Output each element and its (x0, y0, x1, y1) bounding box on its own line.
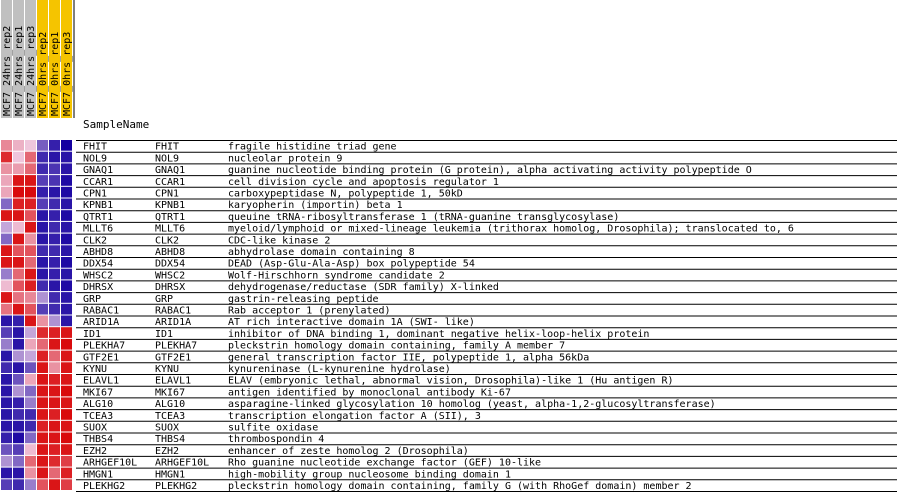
heatmap-cell (13, 456, 24, 467)
heatmap-cell (1, 245, 12, 256)
gene-rows (76, 141, 897, 493)
heatmap-cell (61, 210, 72, 221)
heatmap-cell (1, 222, 12, 233)
row-gene-name: RABAC1 (83, 305, 120, 317)
row-gene-description: general transcription factor IIE, polypeptide 1, alpha 56kDa (228, 352, 590, 364)
heatmap-cell (13, 234, 24, 245)
row-gene-name: NOL9 (83, 153, 108, 165)
row-gene-symbol: CPN1 (155, 188, 180, 200)
heatmap-cell (61, 140, 72, 151)
row-gene-symbol: PLEKHG2 (155, 481, 198, 492)
heatmap-cell (13, 327, 24, 338)
heatmap-cell (49, 210, 60, 221)
heatmap-cell (37, 175, 48, 186)
row-gene-name: ALG10 (83, 399, 114, 411)
heatmap-cell (25, 397, 36, 408)
heatmap-cell (13, 433, 24, 444)
heatmap-cell (25, 304, 36, 315)
heatmap-cell (37, 199, 48, 210)
heatmap-cell (25, 444, 36, 455)
row-gene-name: HMGN1 (83, 469, 114, 481)
row-gene-name: ARID1A (83, 317, 120, 329)
heatmap-cell (25, 152, 36, 163)
row-gene-symbol: KYNU (155, 364, 180, 375)
row-gene-description: guanine nucleotide binding protein (G protein), alpha activating activity polypeptide O (228, 165, 752, 177)
row-gene-description: enhancer of zeste homolog 2 (Drosophila) (228, 445, 469, 457)
heatmap-cell (37, 152, 48, 163)
heatmap-cell (13, 140, 24, 151)
row-gene-description: transcription elongation factor A (SII), 3 (228, 410, 481, 422)
heatmap-cell (13, 316, 24, 327)
heatmap-cell (37, 339, 48, 350)
heatmap-cell (1, 362, 12, 373)
heatmap-cell (61, 362, 72, 373)
heatmap-cell (37, 421, 48, 432)
heatmap-cell (61, 339, 72, 350)
sample-header-label: MCF7_24hrs_rep1 (14, 25, 25, 116)
heatmap-cell (49, 175, 60, 186)
row-gene-name: GTF2E1 (83, 352, 120, 364)
heatmap-cell (49, 468, 60, 479)
heatmap-cell (1, 421, 12, 432)
heatmap-cell (49, 163, 60, 174)
sample-header-label: MCF7_24hrs_rep2 (2, 25, 13, 116)
heatmap-cell (1, 386, 12, 397)
row-gene-symbol: ABHD8 (155, 247, 186, 258)
row-gene-symbol: QTRT1 (155, 211, 186, 223)
heatmap-cell (37, 409, 48, 420)
heatmap-cell (37, 163, 48, 174)
heatmap-cell (1, 327, 12, 338)
heatmap-cell (49, 339, 60, 350)
heatmap-cell (61, 327, 72, 338)
row-gene-name: KYNU (83, 364, 108, 375)
row-gene-symbol: DHRSX (155, 282, 186, 294)
heatmap-cell (25, 479, 36, 490)
heatmap-cell (61, 421, 72, 432)
heatmap-cell (13, 187, 24, 198)
row-gene-name: ELAVL1 (83, 375, 120, 387)
row-gene-description: pleckstrin homology domain containing, family A member 7 (228, 340, 566, 352)
heatmap-cell (1, 163, 12, 174)
heatmap-cell (1, 269, 12, 280)
heatmap-cell (13, 280, 24, 291)
heatmap-cell (49, 280, 60, 291)
row-gene-symbol: EZH2 (155, 445, 180, 457)
heatmap-cell (1, 257, 12, 268)
row-gene-symbol: SUOX (155, 422, 180, 434)
row-gene-description: Rab acceptor 1 (prenylated) (228, 305, 391, 317)
heatmap-cell (49, 257, 60, 268)
row-gene-description: fragile histidine triad gene (228, 141, 397, 153)
heatmap-cell (1, 374, 12, 385)
row-gene-symbol: ARHGEF10L (155, 457, 210, 469)
heatmap-cell (13, 421, 24, 432)
sample-header-label: MCF7_0hrs_rep2 (38, 31, 49, 116)
heatmap-cell (1, 339, 12, 350)
row-gene-symbol: PLEKHA7 (155, 340, 198, 352)
row-gene-symbol: MLLT6 (155, 223, 186, 235)
heatmap-cell (1, 234, 12, 245)
row-gene-name: TCEA3 (83, 410, 114, 422)
heatmap-cell (49, 222, 60, 233)
row-gene-name: QTRT1 (83, 211, 114, 223)
heatmap-cell (25, 386, 36, 397)
heatmap-cell (49, 374, 60, 385)
heatmap-cell (37, 374, 48, 385)
row-gene-symbol: CCAR1 (155, 176, 186, 188)
row-gene-description: karyopherin (importin) beta 1 (228, 200, 403, 212)
heatmap-cell (61, 187, 72, 198)
heatmap-cell (37, 280, 48, 291)
heatmap-cell (25, 351, 36, 362)
heatmap-cell (1, 456, 12, 467)
heatmap-cell (61, 316, 72, 327)
heatmap-cell (61, 456, 72, 467)
row-gene-symbol: ALG10 (155, 399, 186, 411)
heatmap-cell (37, 245, 48, 256)
heatmap-cell (61, 386, 72, 397)
heatmap-cell (13, 479, 24, 490)
heatmap-cell (1, 175, 12, 186)
row-gene-symbol: RABAC1 (155, 305, 192, 317)
heatmap-cell (37, 222, 48, 233)
row-gene-name: THBS4 (83, 434, 114, 446)
heatmap-cell (13, 152, 24, 163)
heatmap-cell (1, 316, 12, 327)
heatmap-cell (49, 327, 60, 338)
heatmap-cell (49, 409, 60, 420)
heatmap-cell (37, 479, 48, 490)
heatmap-cell (49, 269, 60, 280)
heatmap-cell (1, 397, 12, 408)
heatmap-cell (49, 245, 60, 256)
row-gene-description: cell division cycle and apoptosis regulator 1 (228, 176, 499, 188)
heatmap-cell (1, 152, 12, 163)
heatmap-cell (61, 374, 72, 385)
heatmap-cell (49, 351, 60, 362)
heatmap-cell (25, 245, 36, 256)
heatmap-cell (61, 479, 72, 490)
heatmap-cell (37, 234, 48, 245)
heatmap-cell (37, 292, 48, 303)
heatmap-cell (61, 245, 72, 256)
heatmap-cell (61, 409, 72, 420)
heatmap-cell (25, 199, 36, 210)
row-gene-description: queuine tRNA-ribosyltransferase 1 (tRNA-guanine transglycosylase) (228, 211, 620, 223)
row-gene-symbol: GTF2E1 (155, 352, 192, 364)
heatmap-cell (1, 187, 12, 198)
sample-header-label: MCF7_0hrs_rep1 (50, 31, 61, 116)
heatmap-cells (1, 140, 72, 490)
heatmap-cell (1, 444, 12, 455)
row-gene-description: inhibitor of DNA binding 1, dominant negative helix-loop-helix protein (228, 328, 650, 340)
heatmap-cell (61, 468, 72, 479)
heatmap-cell (37, 444, 48, 455)
heatmap-cell (61, 444, 72, 455)
row-gene-name: EZH2 (83, 445, 108, 457)
row-gene-symbol: ARID1A (155, 317, 192, 329)
row-gene-name: DHRSX (83, 282, 114, 294)
sample-column-headers (1, 0, 74, 118)
heatmap-cell (61, 397, 72, 408)
heatmap-cell (37, 351, 48, 362)
heatmap-cell (25, 362, 36, 373)
heatmap-cell (37, 397, 48, 408)
row-gene-symbol: NOL9 (155, 153, 180, 165)
heatmap-cell (61, 257, 72, 268)
heatmap-cell (25, 456, 36, 467)
heatmap-cell (25, 316, 36, 327)
heatmap-cell (13, 257, 24, 268)
heatmap-cell (37, 210, 48, 221)
row-gene-name: CPN1 (83, 188, 108, 200)
row-gene-name: ID1 (83, 328, 102, 340)
heatmap-cell (25, 421, 36, 432)
heatmap-cell (49, 234, 60, 245)
heatmap-cell (37, 187, 48, 198)
heatmap-cell (13, 199, 24, 210)
row-gene-name: PLEKHA7 (83, 340, 126, 352)
heatmap-cell (25, 234, 36, 245)
row-gene-description: DEAD (Asp-Glu-Ala-Asp) box polypeptide 54 (228, 258, 475, 270)
row-gene-description: high-mobility group nucleosome binding domain 1 (228, 469, 511, 481)
row-gene-name: GNAQ1 (83, 165, 114, 177)
row-gene-symbol: FHIT (155, 141, 180, 153)
row-gene-symbol: THBS4 (155, 434, 186, 446)
row-gene-symbol: GNAQ1 (155, 165, 186, 177)
heatmap-cell (61, 199, 72, 210)
row-gene-description: sulfite oxidase (228, 422, 319, 434)
heatmap-cell (13, 339, 24, 350)
heatmap-cell (13, 409, 24, 420)
heatmap-cell (25, 187, 36, 198)
heatmap-cell (37, 468, 48, 479)
heatmap-cell (1, 351, 12, 362)
heatmap-cell (1, 433, 12, 444)
heatmap-cell (49, 199, 60, 210)
row-gene-symbol: KPNB1 (155, 200, 186, 212)
heatmap-cell (25, 468, 36, 479)
heatmap-cell (61, 280, 72, 291)
row-gene-description: nucleolar protein 9 (228, 153, 343, 165)
heatmap-cell (25, 210, 36, 221)
heatmap-cell (61, 234, 72, 245)
row-gene-symbol: CLK2 (155, 235, 180, 247)
row-gene-description: pleckstrin homology domain containing, family G (with RhoGef domain) member 2 (228, 481, 692, 492)
heatmap-cell (25, 269, 36, 280)
heatmap-cell (25, 327, 36, 338)
heatmap-cell (1, 479, 12, 490)
row-gene-name: CCAR1 (83, 176, 114, 188)
sample-header-label: MCF7_0hrs_rep3 (62, 31, 73, 116)
heatmap-cell (13, 269, 24, 280)
heatmap-cell (49, 152, 60, 163)
heatmap-cell (25, 257, 36, 268)
row-gene-name: DDX54 (83, 258, 114, 270)
row-gene-symbol: ELAVL1 (155, 375, 192, 387)
row-gene-symbol: WHSC2 (155, 270, 186, 282)
heatmap-cell (25, 339, 36, 350)
heatmap-cell (25, 374, 36, 385)
row-gene-name: MLLT6 (83, 223, 114, 235)
heatmap-cell (61, 433, 72, 444)
heatmap-cell (13, 386, 24, 397)
heatmap-cell (49, 397, 60, 408)
sample-name-label: SampleName (83, 118, 150, 131)
heatmap-cell (1, 199, 12, 210)
heatmap-cell (13, 163, 24, 174)
sample-header-label: MCF7_24hrs_rep3 (26, 25, 37, 116)
row-gene-symbol: MKI67 (155, 387, 186, 399)
heatmap-cell (1, 292, 12, 303)
heatmap-cell (37, 386, 48, 397)
heatmap-cell (61, 351, 72, 362)
heatmap-cell (61, 222, 72, 233)
heatmap-cell (61, 269, 72, 280)
heatmap-cell (37, 362, 48, 373)
row-gene-description: carboxypeptidase N, polypeptide 1, 50kD (228, 188, 463, 200)
heatmap-cell (61, 152, 72, 163)
heatmap-cell (13, 351, 24, 362)
heatmap-cell (49, 292, 60, 303)
heatmap-cell (13, 468, 24, 479)
heatmap-cell (13, 245, 24, 256)
heatmap-cell (13, 397, 24, 408)
row-gene-description: dehydrogenase/reductase (SDR family) X-linked (228, 282, 499, 294)
heatmap-cell (37, 257, 48, 268)
row-gene-name: SUOX (83, 422, 108, 434)
heatmap-cell (37, 269, 48, 280)
heatmap-cell (49, 386, 60, 397)
heatmap-cell (25, 222, 36, 233)
heatmap-cell (1, 409, 12, 420)
row-gene-name: CLK2 (83, 235, 108, 247)
heatmap-cell (25, 433, 36, 444)
row-gene-description: AT rich interactive domain 1A (SWI- like) (228, 317, 475, 329)
row-gene-name: PLEKHG2 (83, 481, 126, 492)
row-gene-symbol: GRP (155, 293, 174, 305)
row-gene-name: GRP (83, 293, 102, 305)
row-gene-description: ELAV (embryonic lethal, abnormal vision, Drosophila)-like 1 (Hu antigen R) (228, 375, 674, 387)
heatmap-cell (25, 163, 36, 174)
heatmap-cell (13, 292, 24, 303)
heatmap-cell (1, 304, 12, 315)
heatmap-cell (1, 210, 12, 221)
heatmap-cell (37, 140, 48, 151)
row-gene-symbol: TCEA3 (155, 410, 186, 422)
row-gene-description: gastrin-releasing peptide (228, 293, 379, 305)
heatmap-cell (37, 433, 48, 444)
row-gene-description: CDC-like kinase 2 (228, 235, 331, 247)
row-gene-description: Wolf-Hirschhorn syndrome candidate 2 (228, 270, 445, 282)
heatmap-cell (1, 280, 12, 291)
row-gene-description: thrombospondin 4 (228, 434, 325, 446)
row-gene-description: kynureninase (L-kynurenine hydrolase) (228, 364, 451, 375)
heatmap-cell (25, 175, 36, 186)
heatmap-cell (61, 163, 72, 174)
row-gene-name: MKI67 (83, 387, 114, 399)
row-gene-symbol: ID1 (155, 328, 174, 340)
heatmap-cell (13, 222, 24, 233)
row-gene-description: abhydrolase domain containing 8 (228, 247, 415, 258)
row-gene-symbol: DDX54 (155, 258, 186, 270)
heatmap-cell (61, 175, 72, 186)
row-gene-description: myeloid/lymphoid or mixed-lineage leukemia (trithorax homolog, Drosophila); translocated to, 6 (228, 223, 794, 235)
heatmap-cell (49, 316, 60, 327)
row-gene-name: WHSC2 (83, 270, 114, 282)
heatmap-cell (25, 280, 36, 291)
heatmap-cell (49, 304, 60, 315)
heatmap-cell (13, 444, 24, 455)
heatmap-cell (49, 433, 60, 444)
heatmap-cell (13, 175, 24, 186)
heatmap-cell (13, 304, 24, 315)
row-gene-name: FHIT (83, 141, 108, 153)
heatmap-cell (25, 292, 36, 303)
heatmap-cell (1, 140, 12, 151)
heatmap-cell (49, 187, 60, 198)
heatmap-cell (13, 374, 24, 385)
heatmap-cell (37, 456, 48, 467)
heatmap-cell (37, 327, 48, 338)
heatmap-cell (13, 210, 24, 221)
heatmap-cell (61, 292, 72, 303)
row-gene-symbol: HMGN1 (155, 469, 186, 481)
heatmap-cell (49, 456, 60, 467)
heatmap-cell (25, 140, 36, 151)
heatmap-cell (49, 479, 60, 490)
heatmap-cell (49, 421, 60, 432)
heatmap-cell (25, 409, 36, 420)
row-gene-description: Rho guanine nucleotide exchange factor (GEF) 10-like (228, 457, 542, 469)
heatmap-cell (49, 140, 60, 151)
heatmap-cell (37, 316, 48, 327)
heatmap-cell (37, 304, 48, 315)
heatmap-cell (49, 444, 60, 455)
heatmap-cell (1, 468, 12, 479)
row-gene-description: asparagine-linked glycosylation 10 homolog (yeast, alpha-1,2-glucosyltransferase) (228, 399, 716, 411)
row-gene-name: ABHD8 (83, 247, 114, 258)
heatmap-cell (13, 362, 24, 373)
heatmap-cell (61, 304, 72, 315)
row-gene-description: antigen identified by monoclonal antibody Ki-67 (228, 387, 511, 399)
row-gene-name: KPNB1 (83, 200, 114, 212)
row-gene-name: ARHGEF10L (83, 457, 138, 469)
heatmap-cell (49, 362, 60, 373)
